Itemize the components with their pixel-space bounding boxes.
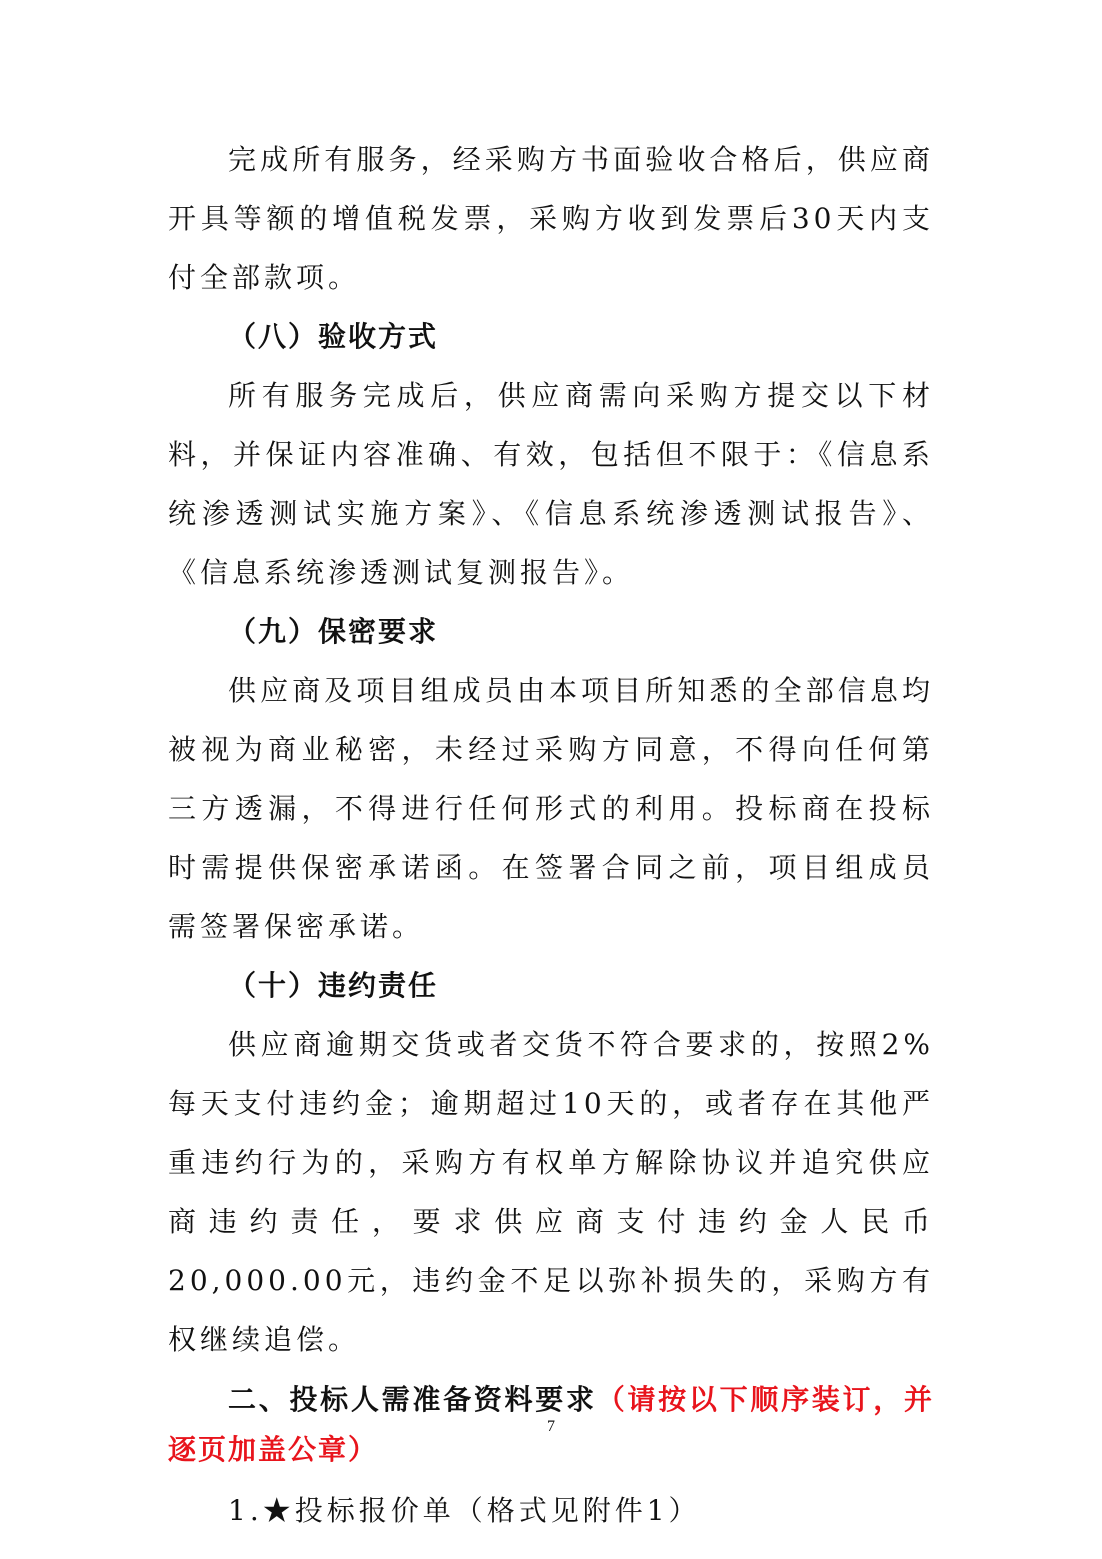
- liability-heading: （十）违约责任: [228, 969, 439, 1002]
- page-content: [168, 130, 934, 1540]
- page-number: 7: [547, 1418, 555, 1435]
- confidentiality-heading: （九）保密要求: [228, 615, 439, 648]
- payment-paragraph: 完成所有服务，经采购方书面验收合格后，供应商开具等额的增值税发票，采购方收到发票后30天内支付全部款项。: [168, 143, 934, 294]
- section2-binding-note: （请按以下顺序装订，并逐页加盖公章）: [168, 1383, 934, 1466]
- acceptance-paragraph: 所有服务完成后，供应商需向采购方提交以下材料，并保证内容准确、有效，包括但不限于：《信息系统渗透测试实施方案》、《信息系统渗透测试报告》、《信息系统渗透测试复测报告》。: [168, 379, 934, 589]
- acceptance-heading: （八）验收方式: [228, 320, 439, 353]
- confidentiality-paragraph: 供应商及项目组成员由本项目所知悉的全部信息均被视为商业秘密，未经过采购方同意，不得向任何第三方透漏，不得进行任何形式的利用。投标商在投标时需提供保密承诺函。在签署合同之前，项目组成员需签署保密承诺。: [168, 674, 934, 943]
- section2-title: 二、投标人需准备资料要求: [228, 1383, 597, 1416]
- item-1: 1.★投标报价单（格式见附件1）: [228, 1494, 701, 1527]
- liability-paragraph: 供应商逾期交货或者交货不符合要求的，按照2%每天支付违约金；逾期超过10天的，或者存在其他严重违约行为的，采购方有权单方解除协议并追究供应商违约责任，要求供应商支付违约金人民币20,000.00元，违约金不足以弥补损失的，采购方有权继续追偿。: [168, 1028, 934, 1356]
